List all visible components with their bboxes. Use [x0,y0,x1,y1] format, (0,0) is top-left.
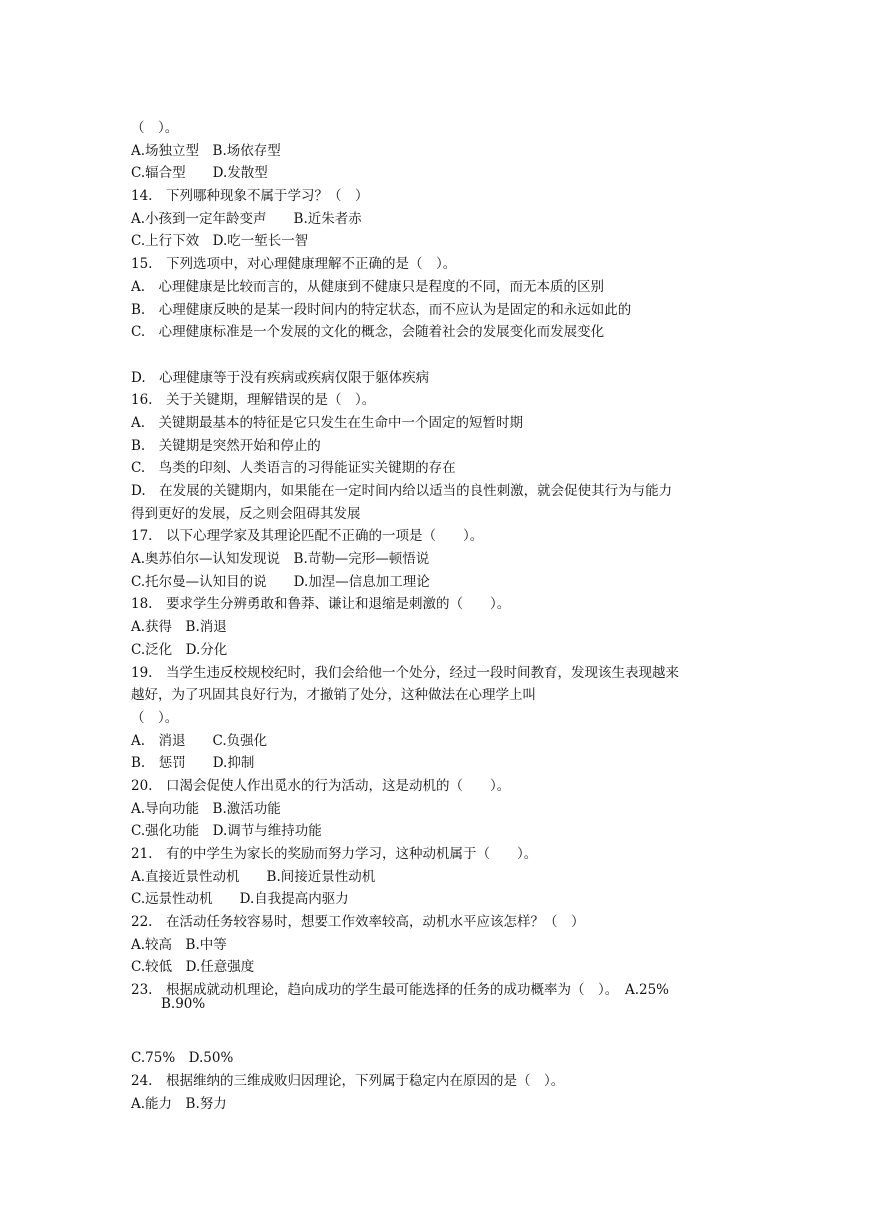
text-line: B. 关键期是突然开始和停止的 [131,437,321,454]
text-line: A. 心理健康是比较而言的，从健康到不健康只是程度的不同，而无本质的区别 [131,278,605,295]
question-21: 21. 有的中学生为家长的奖励而努力学习，这种动机属于（ ）。 [131,846,538,862]
text-line: A.直接近景性动机 B.间接近景性动机 [131,868,376,885]
question-14: 14. 下列哪种现象不属于学习？（ ） [131,188,369,205]
text-line: C.75% D.50% [131,1050,234,1067]
text-line: C.托尔曼—认知目的说 D.加涅—信息加工理论 [131,573,430,590]
blank-line [131,1002,761,1025]
q23-option-b: B.90% [161,996,206,1012]
text-line: A.导向功能 B.激活功能 [131,800,281,817]
text-line: C.远景性动机 D.自我提高内驱力 [131,891,349,908]
text-line: D. 在发展的关键期内，如果能在一定时间内给以适当的良性刺激，就会促使其行为与能力 [131,483,673,499]
text-line: C.上行下效 D.吃一堑长一智 [131,233,309,250]
text-line: D. 心理健康等于没有疾病或疾病仅限于躯体疾病 [131,369,430,386]
text-line: A.能力 B.努力 [131,1095,227,1112]
question-24: 24. 根据维纳的三维成败归因理论，下列属于稳定内在原因的是（ ）。 [131,1072,565,1089]
text-line: （ ）。 [131,120,179,136]
question-18: 18. 要求学生分辨勇敢和鲁莽、谦让和退缩是刺激的（ ）。 [131,596,511,613]
text-line: C.泛化 D.分化 [131,641,228,658]
text-line: 越好，为了巩固其良好行为，才撤销了处分，这种做法在心理学上叫 [131,687,536,704]
blank-line [131,1025,761,1048]
text-line: A.奥苏伯尔—认知发现说 B.苛勒—完形—顿悟说 [131,551,430,568]
text-line: 得到更好的发展，反之则会阻碍其发展 [131,505,361,522]
text-line: A.获得 B.消退 [131,619,227,636]
question-23: 23. 根据成就动机理论，趋向成功的学生最可能选择的任务的成功概率为（ ）。 A.25% [131,982,670,999]
text-line: C.辐合型 D.发散型 [131,165,268,182]
question-22: 22. 在活动任务较容易时，想要工作效率较高，动机水平应该怎样？（ ） [131,914,585,931]
question-17: 17. 以下心理学家及其理论匹配不正确的一项是（ ）。 [131,528,484,545]
text-line: C.强化功能 D.调节与维持功能 [131,823,322,840]
blank-line [131,344,761,367]
text-line: C.较低 D.任意强度 [131,959,255,976]
text-line: C. 心理健康标准是一个发展的文化的概念，会随着社会的发展变化而发展变化 [131,324,605,341]
text-line: A. 消退 C.负强化 [131,732,268,749]
question-19: 19. 当学生违反校规校纪时，我们会给他一个处分，经过一段时间教育，发现该生表现越来 [131,664,679,681]
text-line: A.场独立型 B.场依存型 [131,142,281,159]
text-line: A. 关键期最基本的特征是它只发生在生命中一个固定的短暂时期 [131,414,524,431]
question-15: 15. 下列选项中，对心理健康理解不正确的是（ ）。 [131,256,457,273]
question-20: 20. 口渴会促使人作出觅水的行为活动，这是动机的（ ）。 [131,777,511,794]
text-line: （ ）。 [131,709,179,726]
question-16: 16. 关于关键期，理解错误的是（ ）。 [131,392,376,409]
text-line: C. 鸟类的印刻、人类语言的习得能证实关键期的存在 [131,460,456,477]
text-line: A.较高 B.中等 [131,936,227,953]
text-line: A.小孩到一定年龄变声 B.近朱者赤 [131,210,362,227]
text-line: B. 心理健康反映的是某一段时间内的特定状态，而不应认为是固定的和永远如此的 [131,301,632,318]
text-line: B. 惩罚 D.抑制 [131,755,255,772]
question-text-block [131,117,761,1115]
